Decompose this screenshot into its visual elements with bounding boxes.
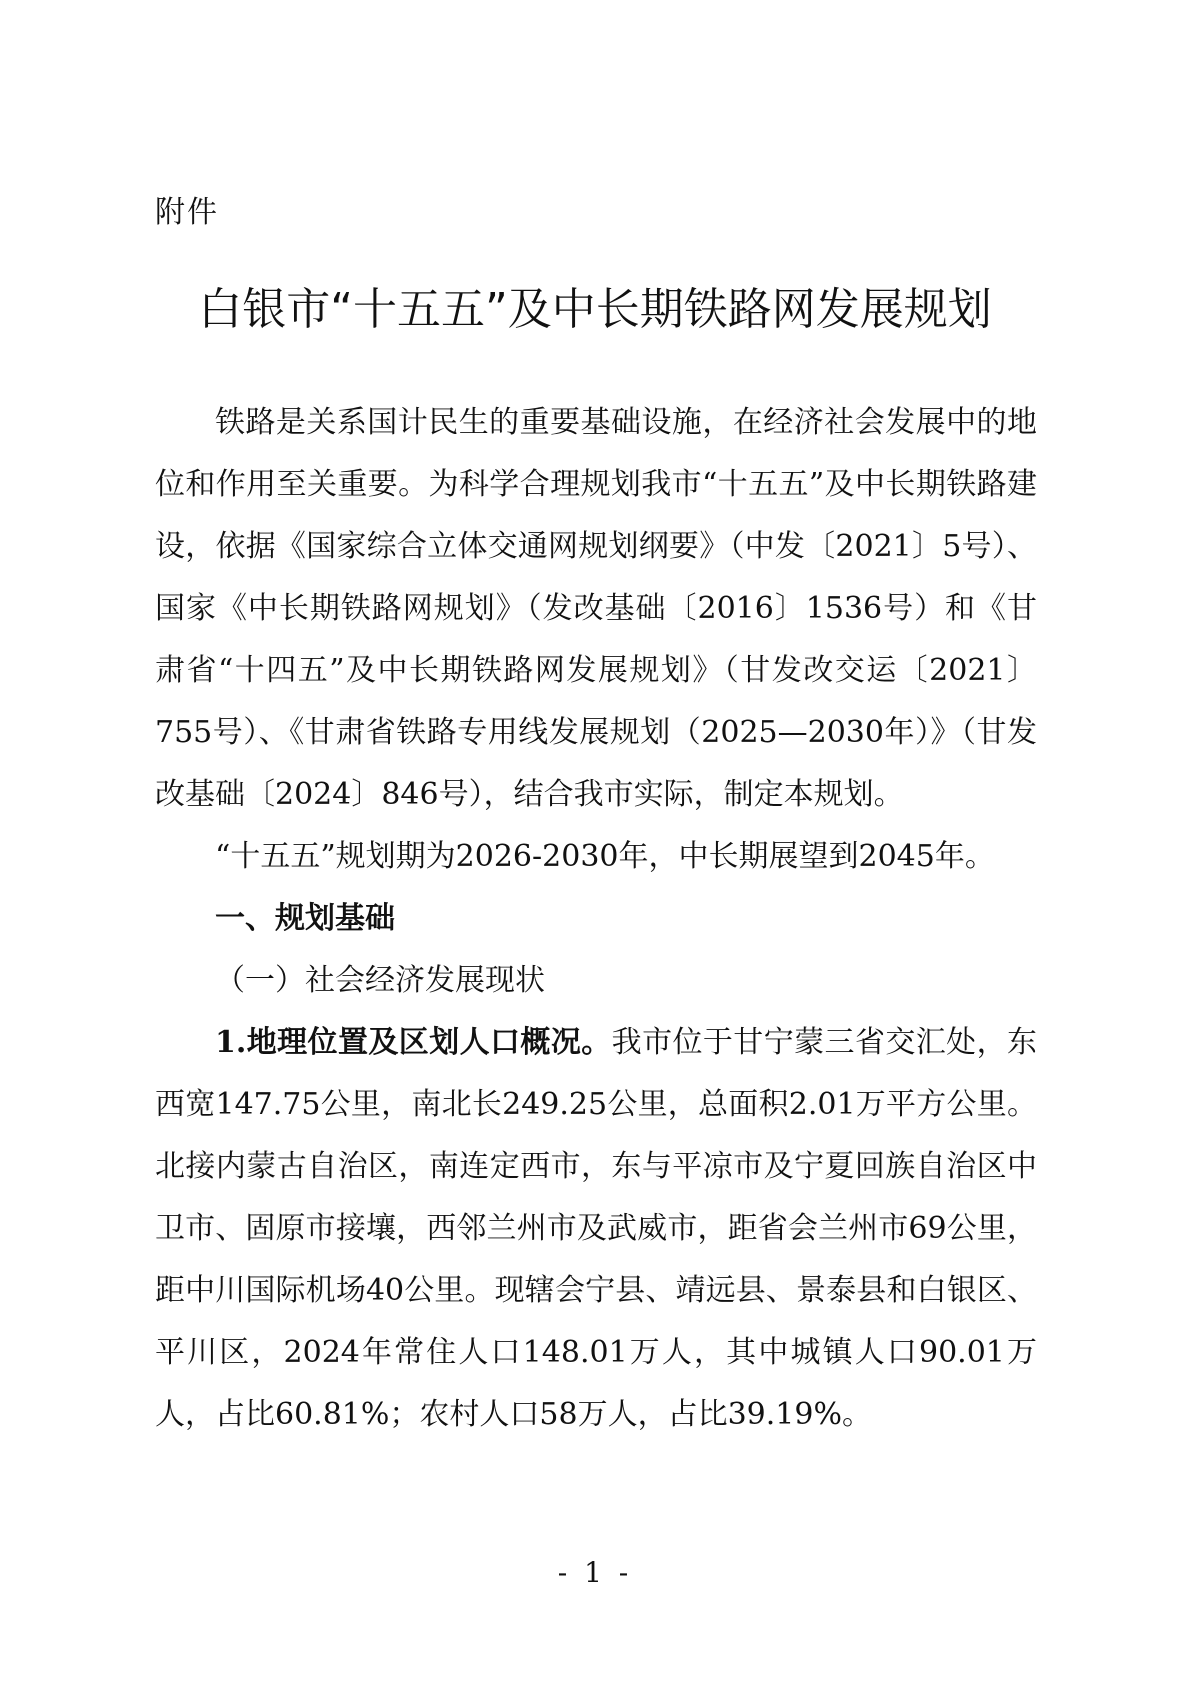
geography-paragraph <box>155 1012 1037 1446</box>
subsection-heading: （一）社会经济发展现状 <box>215 963 545 998</box>
page-number: - 1 - <box>557 1556 633 1589</box>
planning-period-paragraph: “十五五”规划期为2026-2030年，中长期展望到2045年。 <box>215 839 995 874</box>
geography-text: 我市位于甘宁蒙三省交汇处，东西宽147.75公里，南北长249.25公里，总面积2.01万平方公里。北接内蒙古自治区，南连定西市，东与平凉市及宁夏回族自治区中卫市、固原市接壤，西邻兰州市及武威市，距省会兰州市69公里，距中川国际机场40公里。现辖会宁县、靖远县、景泰县和白银区、平川区，2024年常住人口148.01万人，其中城镇人口90.01万人，占比60.81%；农村人口58万人，占比39.19%。 <box>155 1025 1037 1432</box>
document-title: 白银市“十五五”及中长期铁路网发展规划 <box>198 284 992 335</box>
intro-paragraph: 铁路是关系国计民生的重要基础设施，在经济社会发展中的地位和作用至关重要。为科学合理规划我市“十五五”及中长期铁路建设，依据《国家综合立体交通网规划纲要》（中发〔2021〕5号）、国家《中长期铁路网规划》（发改基础〔2016〕1536号）和《甘肃省“十四五”及中长期铁路网发展规划》（甘发改交运〔2021〕755号）、《甘肃省铁路专用线发展规划（2025—2030年）》（甘发改基础〔2024〕846号），结合我市实际，制定本规划。 <box>155 405 1037 812</box>
attachment-label: 附件 <box>155 195 219 230</box>
section-heading: 一、规划基础 <box>215 901 395 936</box>
geography-lead: 1.地理位置及区划人口概况。 <box>215 1025 612 1060</box>
document-body <box>155 392 1037 1446</box>
